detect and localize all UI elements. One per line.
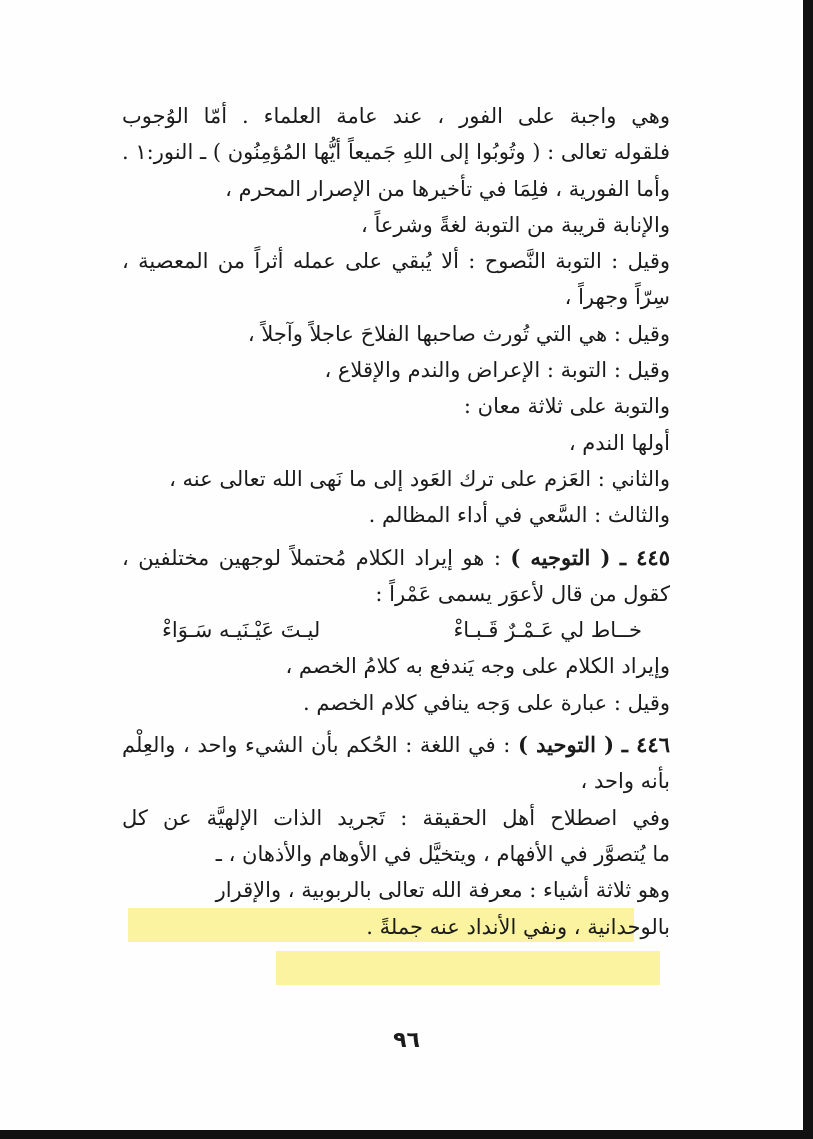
entry-term: ( التوحيد ): [517, 732, 615, 758]
entry-definition: : في اللغة : الحُكم بأن الشيء واحد ، والعِلْم: [122, 733, 518, 758]
highlighted-line: بالوحدانية ، ونفي الأنداد عنه جملةً .: [366, 914, 670, 939]
scan-edge-right: [803, 0, 813, 1139]
text-line: والتوبة على ثلاثة معان :: [463, 394, 670, 419]
text-line: سِرّاً وجهراً ،: [564, 285, 670, 310]
text-line: أولها الندم ،: [568, 430, 670, 455]
page-number: ٩٦: [393, 1028, 420, 1053]
text-line: وقيل : عبارة على وَجه ينافي كلام الخصم .: [303, 690, 670, 715]
text-line: وهي واجبة على الفور ، عند عامة العلماء . أمّا الوُجوب: [122, 104, 670, 128]
text-line: بأنه واحد ،: [580, 769, 670, 794]
page-body: [122, 98, 670, 945]
verse-line: [122, 612, 670, 648]
entry-number: ٤٤٦ ـ: [621, 732, 670, 758]
text-line: والإنابة قريبة من التوبة لغةً وشرعاً ،: [361, 212, 670, 237]
scan-edge-bottom: [0, 1130, 813, 1139]
verse-hemistich-left: ليـتَ عَيْـنَيـه سَـوَاءْ: [162, 618, 321, 643]
highlighted-line: وهو ثلاثة أشياء : معرفة الله تعالى بالربوبية ، والإقرار: [215, 878, 670, 903]
entry-445-heading: [122, 540, 670, 576]
text-line: ما يُتصوَّر في الأفهام ، ويتخيَّل في الأوهام والأذهان ، ـ: [215, 841, 670, 866]
text-line: كقول من قال لأعوَر يسمى عَمْراً :: [375, 581, 670, 606]
text-line: وإيراد الكلام على وجه يَندفع به كلامُ الخصم ،: [285, 654, 670, 679]
text-line: وقيل : التوبة : الإعراض والندم والإقلاع ،: [324, 358, 670, 383]
highlight-mark: [276, 951, 660, 985]
entry-definition: : هو إيراد الكلام مُحتملاً لوجهين مختلفين ،: [122, 545, 511, 570]
text-line: وفي اصطلاح أهل الحقيقة : تَجريد الذات الإلهيَّة عن كل: [122, 805, 670, 830]
text-line: والثاني : العَزم على ترك العَود إلى ما نَهى الله تعالى عنه ،: [169, 466, 670, 491]
text-line: وأما الفورية ، فلِمَا في تأخيرها من الإصرار المحرم ،: [225, 176, 670, 201]
text-line: وقيل : هي التي تُورث صاحبها الفلاحَ عاجلاً وآجلاً ،: [247, 321, 670, 346]
entry-446-heading: [122, 727, 670, 763]
entry-number: ٤٤٥ ـ: [619, 544, 670, 570]
entry-term: ( التوجيه ): [510, 544, 611, 570]
text-line: والثالث : السَّعي في أداء المظالم .: [368, 503, 670, 528]
text-line: وقيل : التوبة النَّصوح : ألا يُبقي على عمله أثراً من المعصية ،: [122, 249, 670, 274]
verse-hemistich-right: خــاط لي عَـمْـرٌ قَـبـاءْ: [453, 618, 642, 643]
text-line: فلقوله تعالى : ( وتُوبُوا إلى اللهِ جَميعاً أيُّها المُؤمِنُون ) ـ النور:١ .: [122, 140, 670, 165]
